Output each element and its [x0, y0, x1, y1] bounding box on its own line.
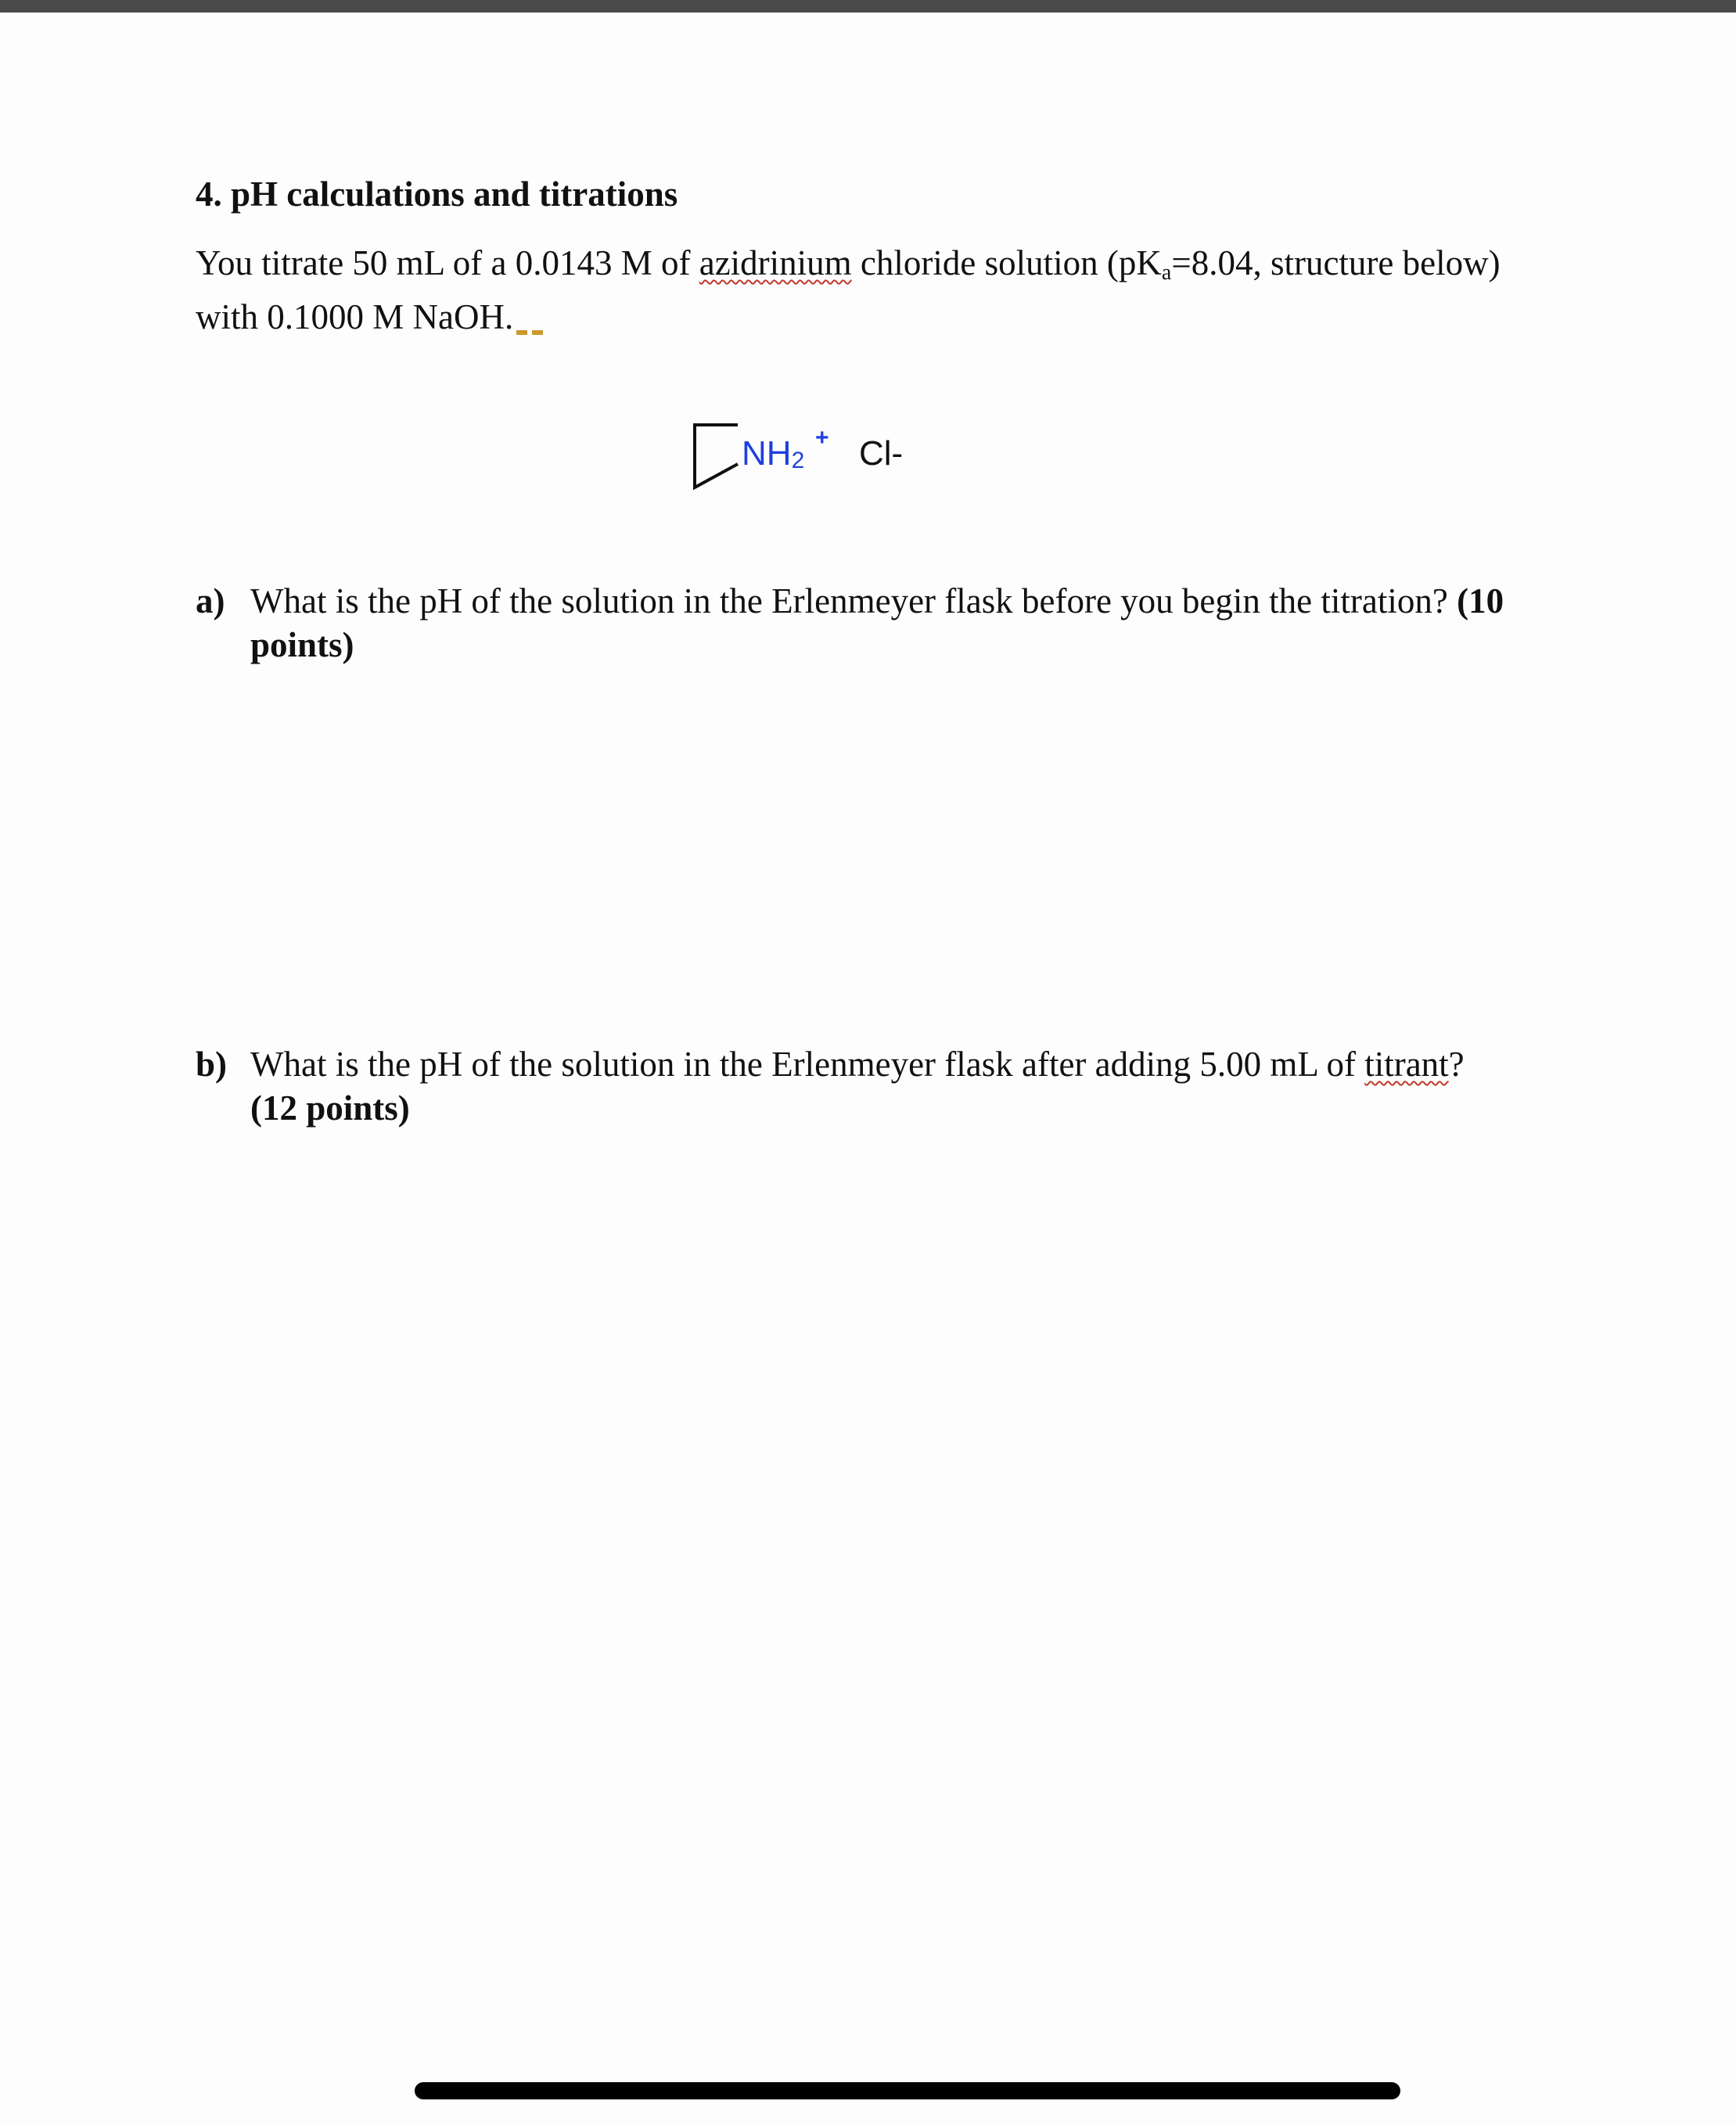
- problem-line-1: [196, 241, 1501, 295]
- chloride-ion-label: Cl-: [859, 434, 904, 473]
- question-line: [250, 579, 1504, 623]
- problem-text: with 0.1000 M NaOH.: [196, 297, 514, 336]
- question-text: What is the pH of the solution in the Erlenmeyer flask before you begin the titration?: [250, 581, 1457, 621]
- question-text: What is the pH of the solution in the Erlenmeyer flask after adding 5.00 mL of: [250, 1045, 1365, 1084]
- question-line: [250, 1042, 1465, 1086]
- problem-text: You titrate 50 mL of a 0.0143 M of: [196, 243, 699, 282]
- top-status-bar: [0, 0, 1736, 13]
- question-letter: a): [196, 581, 225, 621]
- problem-text: =8.04, structure below): [1171, 243, 1501, 282]
- grammar-marker[interactable]: [516, 330, 548, 335]
- points-label: (12 points): [250, 1088, 410, 1128]
- ka-subscript: a: [1161, 261, 1172, 285]
- points-label: points): [250, 625, 354, 664]
- amine-label: [742, 434, 804, 474]
- home-indicator-bar[interactable]: [415, 2082, 1400, 2099]
- problem-line-2: [196, 295, 1501, 339]
- amine-subscript: 2: [791, 448, 805, 473]
- spellcheck-flagged-word[interactable]: azidrinium: [699, 243, 852, 282]
- question-a: [196, 579, 1504, 667]
- question-text: ?: [1448, 1045, 1465, 1084]
- amine-text: NH: [742, 434, 792, 473]
- problem-text: chloride solution (pK: [851, 243, 1162, 282]
- section-heading: 4. pH calculations and titrations: [196, 174, 678, 214]
- points-label: (10: [1457, 581, 1504, 621]
- chemical-structure: [688, 411, 947, 497]
- spellcheck-flagged-word[interactable]: titrant: [1364, 1045, 1449, 1084]
- problem-statement: [196, 241, 1501, 339]
- positive-charge: +: [815, 425, 829, 451]
- question-b: [196, 1042, 1465, 1130]
- question-letter: b): [196, 1045, 228, 1084]
